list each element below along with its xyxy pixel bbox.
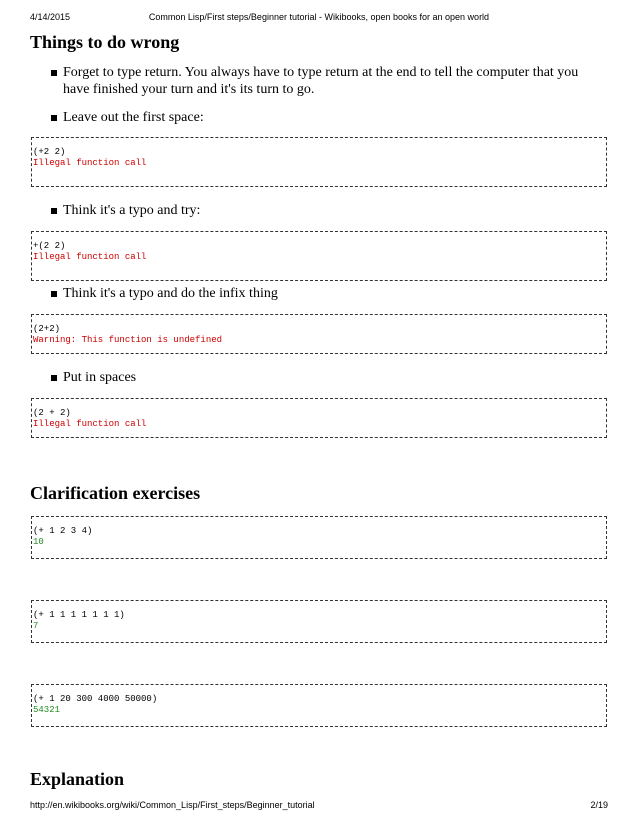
code-block (31, 231, 607, 281)
bullet-text: Forget to type return. You always have to type return at the end to tell the computer that you have finished your turn and it's its turn to go. (63, 65, 579, 97)
page-footer-url: http://en.wikibooks.org/wiki/Common_Lisp/First_steps/Beginner_tutorial (30, 800, 315, 810)
bullet-marker (51, 115, 57, 121)
page-header-title: Common Lisp/First steps/Beginner tutorial - Wikibooks, open books for an open world (148, 12, 490, 22)
bullet-put-in-spaces (63, 369, 593, 386)
print-date: 4/14/2015 (30, 12, 71, 22)
bullet-marker (51, 291, 57, 297)
bullet-text: Think it's a typo and do the infix thing (63, 286, 278, 301)
code-output-error: Illegal function call (33, 158, 147, 168)
code-output-value: 7 (33, 621, 39, 631)
bullet-marker (51, 208, 57, 214)
code-block (31, 684, 607, 727)
code-input: (+ 1 2 3 4) (33, 526, 93, 536)
heading-clarification-exercises: Clarification exercises (30, 483, 201, 503)
bullet-typo-try (63, 202, 593, 219)
bullet-text: Leave out the first space: (63, 110, 204, 125)
code-input: +(2 2) (33, 241, 66, 251)
code-block (31, 137, 607, 187)
code-input: (+ 1 20 300 4000 50000) (33, 694, 158, 704)
code-output-value: 10 (33, 537, 44, 547)
code-block (31, 600, 607, 643)
bullet-text: Put in spaces (63, 370, 137, 385)
bullet-forget-return (63, 64, 593, 98)
bullet-marker (51, 70, 57, 76)
page-number: 2/19 (590, 800, 608, 810)
code-input: (+2 2) (33, 147, 66, 157)
code-output-error: Illegal function call (33, 419, 147, 429)
bullet-text: Think it's a typo and try: (63, 203, 201, 218)
bullet-infix-thing (63, 285, 593, 302)
code-input: (+ 1 1 1 1 1 1 1) (33, 610, 125, 620)
code-block (31, 516, 607, 559)
code-input: (2 + 2) (33, 408, 71, 418)
bullet-marker (51, 375, 57, 381)
bullet-leave-out-space (63, 109, 593, 126)
code-output-value: 54321 (33, 705, 61, 715)
code-output-error: Warning: This function is undefined (33, 335, 223, 345)
code-output-error: Illegal function call (33, 252, 147, 262)
code-input: (2+2) (33, 324, 61, 334)
heading-explanation: Explanation (30, 769, 125, 789)
code-block (31, 398, 607, 438)
heading-things-to-do-wrong: Things to do wrong (30, 32, 180, 52)
code-block (31, 314, 607, 354)
